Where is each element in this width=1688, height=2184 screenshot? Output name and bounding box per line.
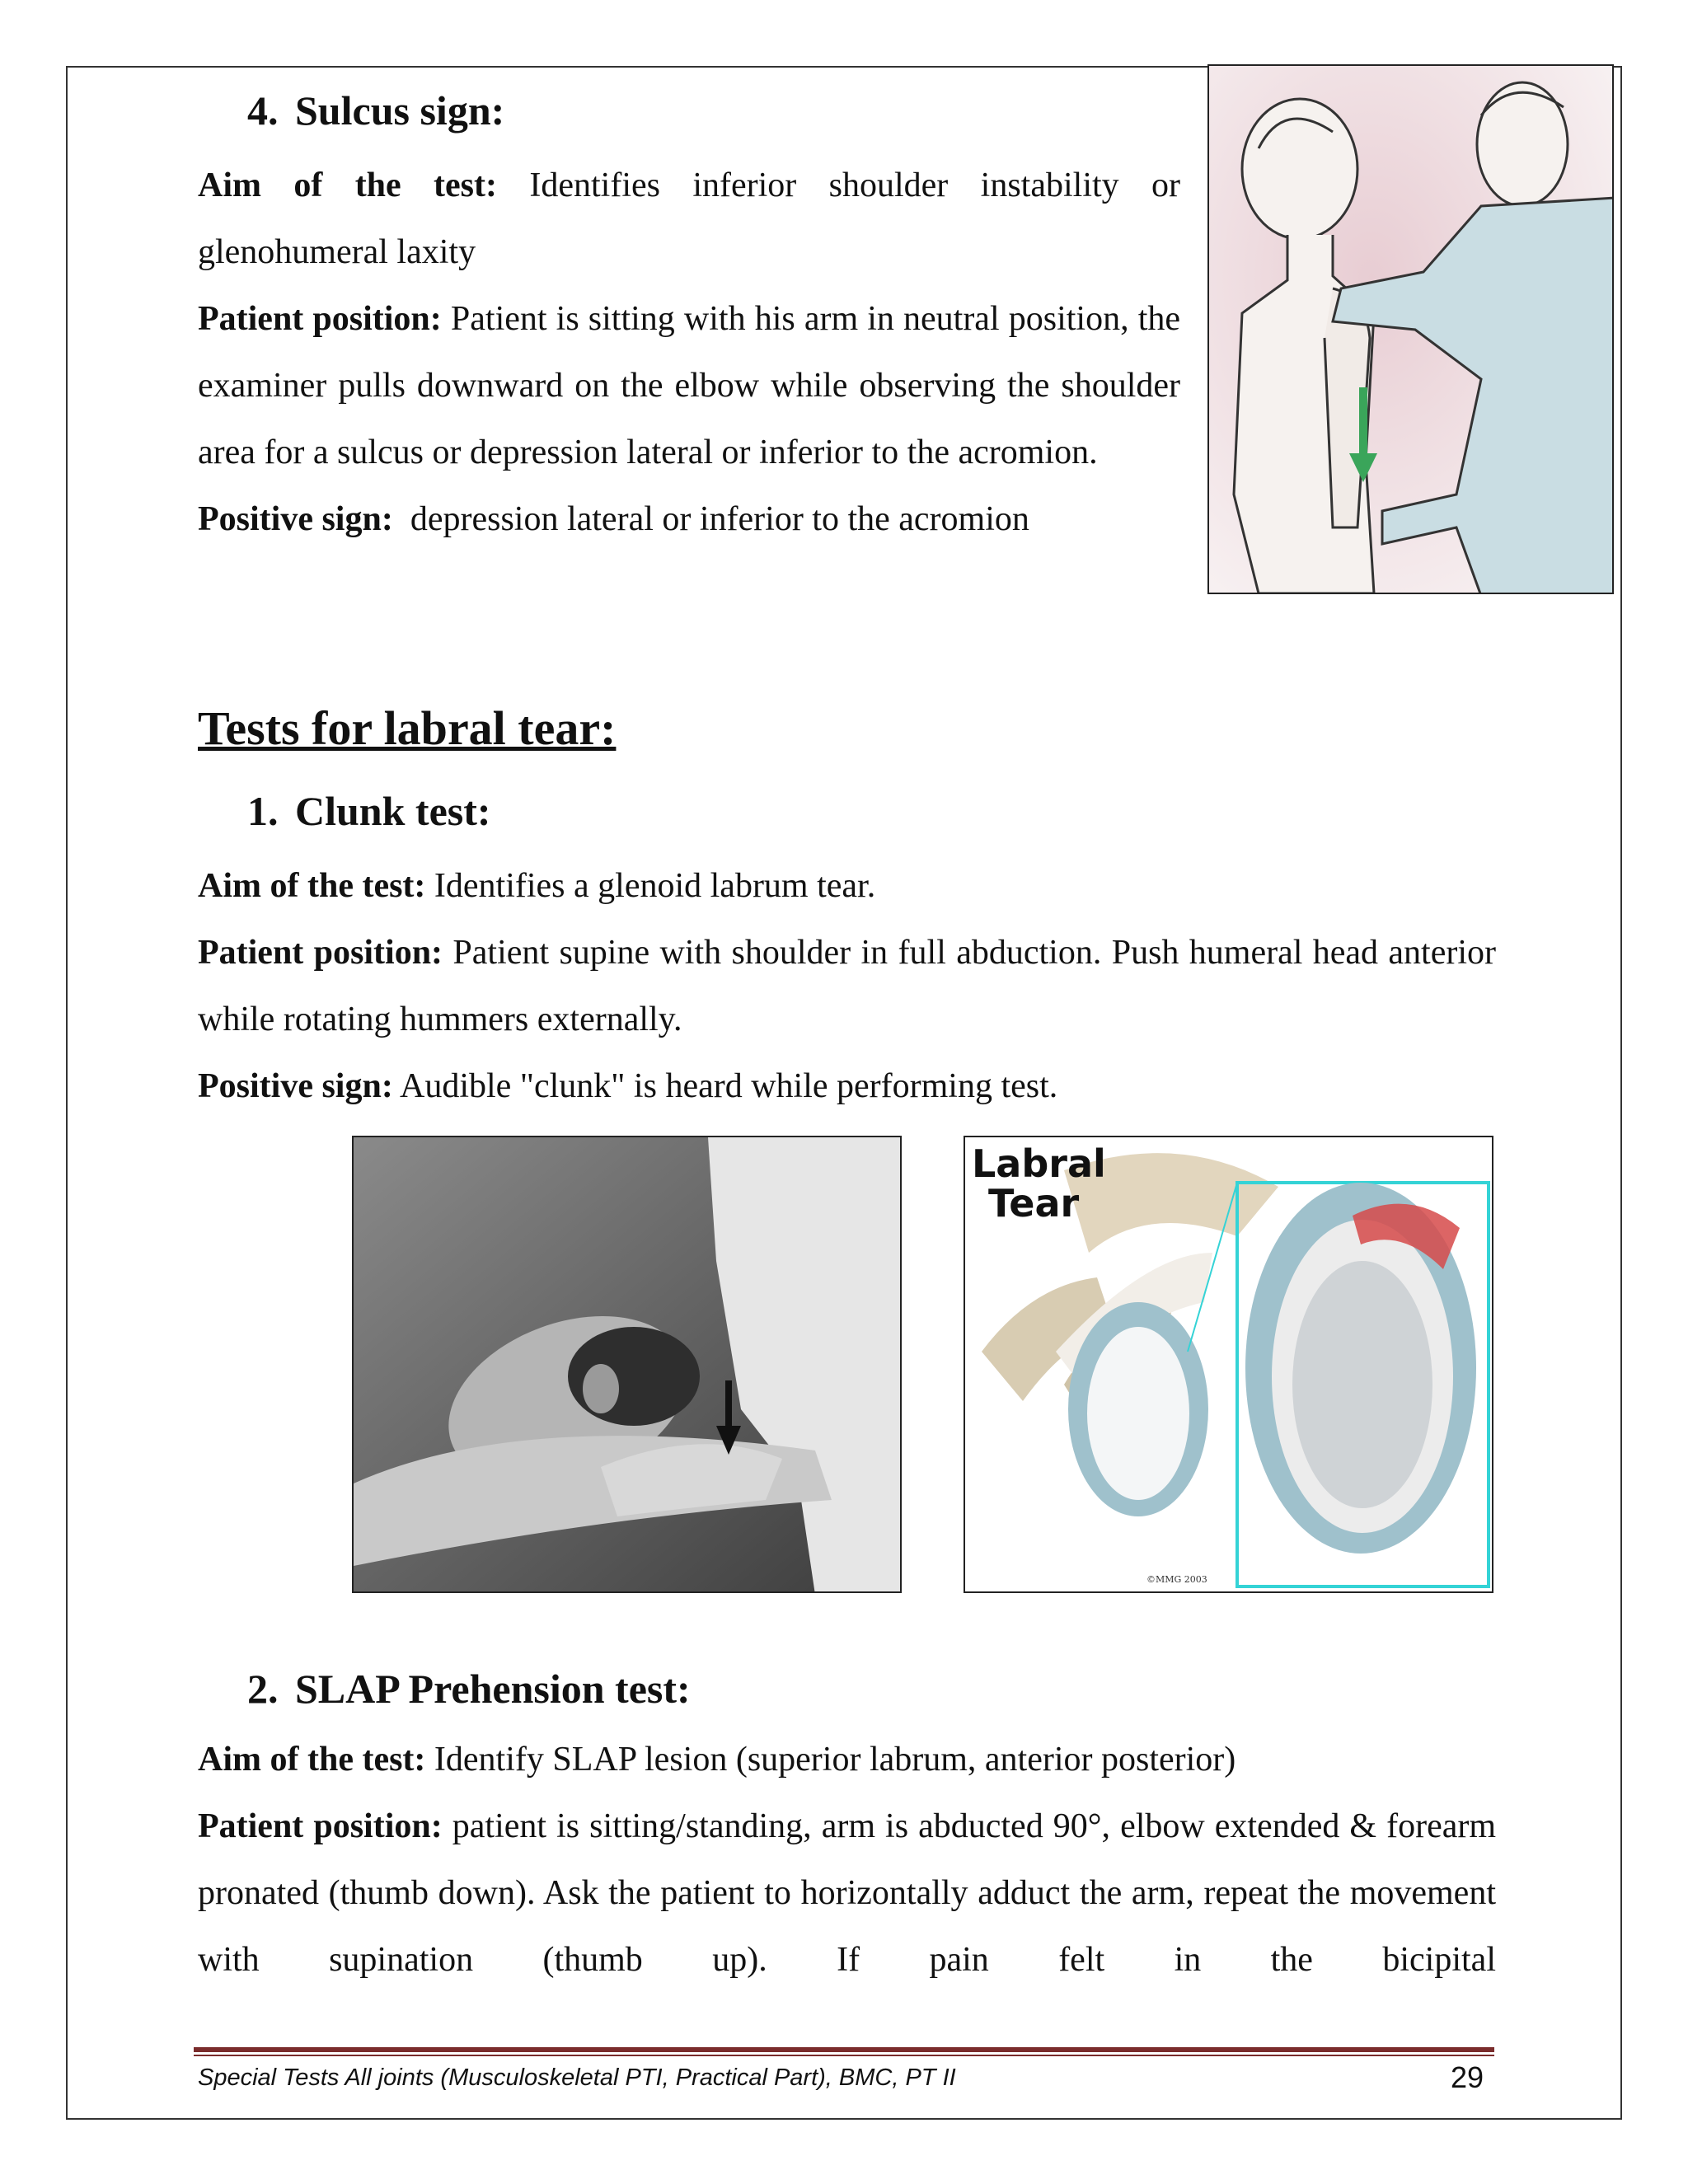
slap-heading [247, 1665, 691, 1713]
clunk-positive [198, 1053, 1496, 1120]
labral-section-title: Tests for labral tear: [198, 701, 617, 755]
sulcus-illustration [1207, 64, 1614, 594]
footer-rule-thin [194, 2055, 1494, 2056]
clunk-positive-text: Audible "clunk" is heard while performing test. [400, 1067, 1058, 1105]
clunk-body [198, 853, 1496, 1120]
sulcus-positive [198, 486, 1180, 553]
labral-tear-drawing [965, 1137, 1493, 1593]
slap-title: SLAP Prehension test: [295, 1666, 691, 1712]
footer-text: Special Tests All joints (Musculoskeletal PTI, Practical Part), BMC, PT II [198, 2064, 956, 2091]
clunk-photo [352, 1136, 902, 1593]
slap-position [198, 1793, 1496, 1994]
clunk-aim-label: Aim of the test: [198, 867, 426, 905]
sulcus-number: 4. [247, 87, 279, 134]
labral-tear-illustration [964, 1136, 1493, 1593]
clunk-position [198, 920, 1496, 1053]
sulcus-heading [247, 87, 504, 134]
labral-label-line1: Labral [972, 1141, 1106, 1186]
clunk-number: 1. [247, 788, 279, 834]
sulcus-position [198, 286, 1180, 486]
slap-aim-label: Aim of the test: [198, 1741, 426, 1779]
sulcus-drawing [1209, 66, 1614, 594]
sulcus-position-text: Patient is sitting with his arm in neutral position, the examiner pulls downward on the elbow while observing the shoulder area for a sulcus or depression lateral or inferior to the acromion. [198, 300, 1181, 471]
clunk-position-text: Patient supine with shoulder in full abduction. Push humeral head anterior while rotating hummers externally. [198, 934, 1497, 1038]
clunk-positive-label: Positive sign: [198, 1067, 393, 1105]
labral-label-line2: Tear [988, 1181, 1080, 1226]
sulcus-body [198, 152, 1180, 553]
slap-position-text: patient is sitting/standing, arm is abducted 90°, elbow extended & forearm pronated (thumb down). Ask the patient to horizontally adduct the arm, repeat the movement with supination (thumb up). If pain felt in the bicipital [198, 1807, 1497, 1979]
clunk-title: Clunk test: [295, 788, 491, 834]
slap-body [198, 1727, 1496, 1994]
slap-position-label: Patient position: [198, 1807, 443, 1845]
sulcus-aim-label: Aim of the test: [198, 166, 497, 204]
sulcus-title: Sulcus sign: [295, 87, 505, 134]
slap-aim [198, 1727, 1496, 1793]
footer-rule-thick [194, 2047, 1494, 2052]
clunk-aim-text: Identifies a glenoid labrum tear. [434, 867, 876, 905]
clunk-position-label: Patient position: [198, 934, 443, 972]
sulcus-positive-label: Positive sign: [198, 500, 393, 538]
labral-copyright: ©MMG 2003 [1146, 1574, 1207, 1585]
clunk-aim [198, 853, 1496, 920]
slap-number: 2. [247, 1666, 279, 1712]
sulcus-position-label: Patient position: [198, 300, 442, 338]
sulcus-positive-text: depression lateral or inferior to the acromion [410, 500, 1029, 538]
page-number: 29 [1451, 2060, 1484, 2094]
sulcus-aim-text: Identifies inferior shoulder instability or glenohumeral laxity [198, 166, 1181, 271]
clunk-heading [247, 787, 491, 835]
clunk-photo-drawing [354, 1137, 902, 1593]
slap-aim-text: Identify SLAP lesion (superior labrum, anterior posterior) [434, 1741, 1236, 1779]
sulcus-aim [198, 152, 1180, 286]
